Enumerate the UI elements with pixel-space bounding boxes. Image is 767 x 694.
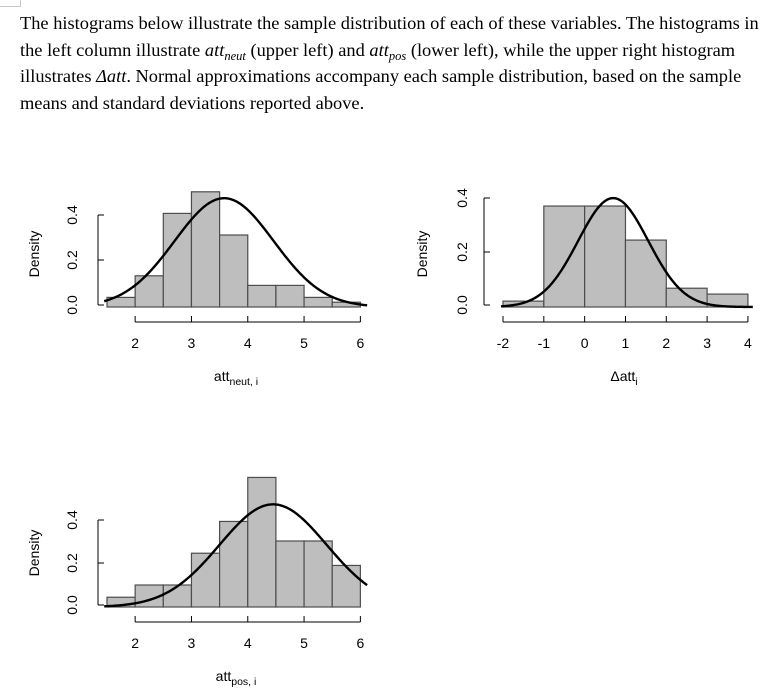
upper-left-x-tick-label-0: 2: [131, 335, 140, 351]
lower-left-bar-5: [248, 477, 276, 607]
var-delta-att: Δatt: [96, 66, 127, 86]
upper-left-x-tick-label-3: 5: [300, 335, 308, 351]
paragraph-text-2: (upper left) and: [245, 39, 370, 60]
upper-right-bar-1: [544, 206, 585, 307]
lower-left-xlabel-sub: pos, i: [231, 676, 257, 688]
upper-right-x-tick-label-2: 0: [580, 335, 589, 351]
var-att-neut-sub: neut: [224, 48, 246, 63]
upper-left-bar-5: [248, 285, 276, 307]
upper-right-bar-3: [625, 240, 666, 307]
upper-left-bar-4: [220, 235, 248, 307]
upper-left-y-tick-label-1: 0.2: [64, 250, 80, 270]
lower-left-bar-8: [332, 565, 360, 607]
lower-left-x-tick-label-0: 2: [131, 635, 140, 651]
upper-left-xlabel-base: att: [213, 368, 230, 384]
var-att-pos-base: att: [369, 39, 389, 60]
upper-right-bar-2: [585, 206, 626, 307]
upper-left-x-tick-label-2: 4: [243, 335, 252, 351]
upper-right-x-tick-label-0: -2: [496, 335, 510, 351]
upper-left-xlabel: [214, 368, 258, 388]
lower-left-bar-7: [304, 541, 332, 607]
var-att-pos-sub: pos: [388, 48, 407, 63]
lower-left-y-tick-label-0: 0.0: [64, 595, 80, 615]
upper-right-x-tick-label-6: 4: [744, 335, 752, 351]
upper-right-xlabel-base: Δatt: [610, 368, 636, 384]
upper-left-x-tick-label-1: 3: [187, 335, 196, 351]
lower-left-bar-2: [163, 585, 191, 607]
lower-left-bar-4: [220, 521, 248, 607]
upper-right-ylabel: Density: [414, 230, 430, 278]
upper-right-y-tick-label-1: 0.2: [454, 242, 470, 262]
paragraph-text-4: . Normal approximations accompany each sample distribution, based on the sample means and standard deviations reported above.: [20, 66, 742, 113]
upper-right-y-tick-label-2: 0.4: [454, 188, 470, 208]
upper-left-y-tick-label-2: 0.4: [64, 205, 80, 225]
upper-right-y-tick-label-0: 0.0: [454, 295, 470, 315]
upper-left-bar-7: [304, 297, 332, 307]
lower-left-y-tick-label-2: 0.4: [64, 510, 80, 530]
lower-left-xlabel: [216, 668, 257, 688]
lower-left-xlabel-base: att: [215, 668, 232, 684]
upper-right-x-tick-label-3: 1: [621, 335, 630, 351]
paragraph-text-3: (lower left), while the upper right histogram illustrates: [20, 39, 736, 86]
upper-right-x-tick-label-4: 2: [662, 335, 671, 351]
lower-left-ylabel: Density: [26, 529, 42, 577]
upper-left-bar-3: [191, 192, 219, 307]
upper-right-xlabel: [610, 368, 637, 388]
var-att-neut-base: att: [204, 39, 225, 60]
upper-left-bar-2: [163, 213, 191, 307]
lower-left-bar-6: [276, 541, 304, 607]
lower-left-y-tick-label-1: 0.2: [64, 553, 80, 573]
upper-left-y-tick-label-0: 0.0: [64, 295, 80, 315]
upper-right-x-tick-label-5: 3: [703, 335, 711, 351]
upper-left-xlabel-sub: neut, i: [229, 376, 259, 388]
upper-left-ylabel: Density: [26, 230, 42, 278]
upper-left-x-tick-label-4: 6: [356, 335, 365, 351]
lower-left-x-tick-label-2: 4: [243, 635, 252, 651]
upper-right-x-tick-label-1: -1: [537, 335, 551, 351]
lower-left-x-tick-label-3: 5: [300, 635, 308, 651]
lower-left-x-tick-label-1: 3: [187, 635, 196, 651]
upper-right-bar-4: [666, 288, 707, 307]
paragraph-text-1: The histograms below illustrate the sample distribution of each of these variables. The histograms in the left column illustrate: [20, 13, 759, 60]
upper-right-xlabel-sub: i: [635, 376, 638, 388]
upper-left-bar-6: [276, 285, 304, 307]
lower-left-x-tick-label-4: 6: [356, 635, 365, 651]
